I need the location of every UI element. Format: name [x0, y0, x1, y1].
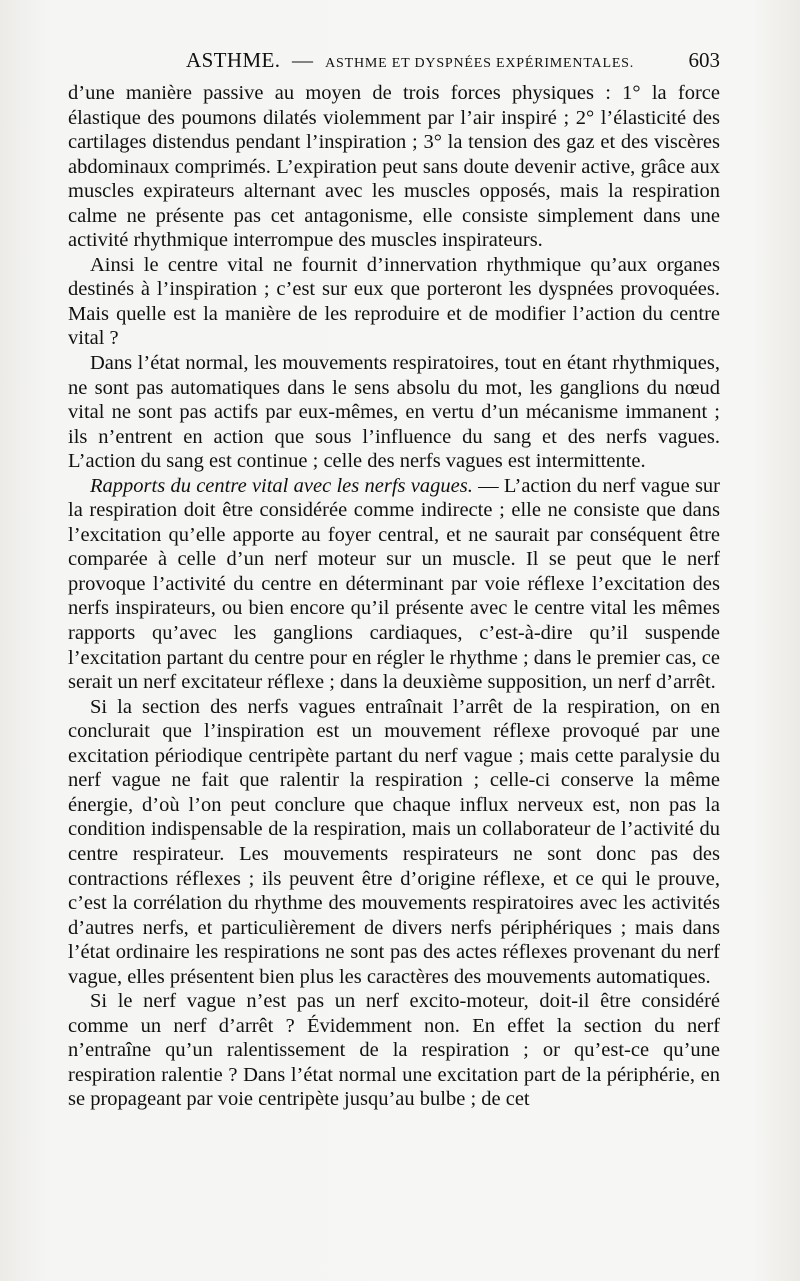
- paragraph-2: Ainsi le centre vital ne fournit d’innervation rhythmique qu’aux organes destinés à l’inspiration ; c’est sur eux que porteront les dyspnées provoquées. Mais quelle est la manière de les reproduire et de modifier l’action du centre vital ?: [68, 253, 720, 350]
- paragraph-1: d’une manière passive au moyen de trois forces physiques : 1° la force élastique des poumons dilatés violemment par l’air inspiré ; 2° l’élasticité des cartilages distendus pendant l’inspiration ; 3° la tension des gaz et des viscères abdominaux comprimés. L’expiration peut sans doute devenir active, grâce aux muscles expirateurs alternant avec les muscles opposés, mais la respiration calme ne présente pas cet antagonisme, elle consiste simplement dans une activité rhythmique interrompue des muscles inspirateurs.: [68, 82, 720, 252]
- paragraph-5: Si la section des nerfs vagues entraînait l’arrêt de la respiration, on en conclurait que l’inspiration est un mouvement réflexe provoqué par une excitation périodique centripète partant du nerf vague ; mais cette paralysie du nerf vague ne fait que ralentir la respiration ; celle-ci conserve la même énergie, d’où l’on peut conclure que chaque influx nerveux est, non pas la condition indispensable de la respiration, mais un collaborateur de l’activité du centre respirateur. Les mouvements respirateurs ne sont donc pas des contractions réflexes ; ils peuvent être d’origine réflexe, et ce qui le prouve, c’est la corrélation du rhythme des mouvements respiratoires avec les activités d’autres nerfs, et particulièrement de divers nerfs périphériques ; mais dans l’état ordinaire les respirations ne sont pas des actes réflexes provenant du nerf vague, elles présentent bien plus les caractères des mouvements automatiques.: [68, 695, 720, 988]
- paragraph-4-text: — L’action du nerf vague sur la respiration doit être considérée comme indirecte ; elle ne consiste que dans l’excitation qu’elle apporte au foyer central, et ne saurait par conséquent être comparée à celle d’un nerf moteur sur un muscle. Il se peut que le nerf provoque l’activité du centre en déterminant par voie réflexe l’excitation des nerfs inspirateurs, ou bien encore qu’il présente avec le centre vital les mêmes rapports qu’avec les ganglions cardiaques, c’est-à-dire qu’il suspende l’excitation partant du centre pour en régler le rhythme ; dans le premier cas, ce serait un nerf excitateur réflexe ; dans la deuxième supposition, un nerf d’arrêt.: [68, 474, 720, 694]
- paragraph-4: [68, 474, 720, 695]
- section-heading: Rapports du centre vital avec les nerfs vagues.: [90, 474, 473, 497]
- paragraph-3: Dans l’état normal, les mouvements respiratoires, tout en étant rhythmiques, ne sont pas automatiques dans le sens absolu du mot, les ganglions du nœud vital ne sont pas actifs par eux-mêmes, en vertu d’un mécanisme immanent ; ils n’entrent en action que sous l’influence du sang et des nerfs vagues. L’action du sang est continue ; celle des nerfs vagues est intermittente.: [68, 352, 720, 473]
- chapter-title: ASTHME.: [186, 48, 281, 72]
- running-header: [68, 44, 720, 74]
- section-subtitle: ASTHME ET DYSPNÉES EXPÉRIMENTALES.: [325, 56, 635, 71]
- body-text: [68, 81, 720, 1199]
- page-number: 603: [688, 48, 720, 72]
- running-title: [186, 48, 634, 73]
- title-dash: —: [292, 48, 314, 72]
- paragraph-6: Si le nerf vague n’est pas un nerf excito-moteur, doit-il être considéré comme un nerf d’arrêt ? Évidemment non. En effet la section du nerf n’entraîne qu’un ralentissement de la respiration ; or qu’est-ce qu’une respiration ralentie ? Dans l’état normal une excitation part de la périphérie, en se propageant par voie centripète jusqu’au bulbe ; de cet: [68, 990, 720, 1111]
